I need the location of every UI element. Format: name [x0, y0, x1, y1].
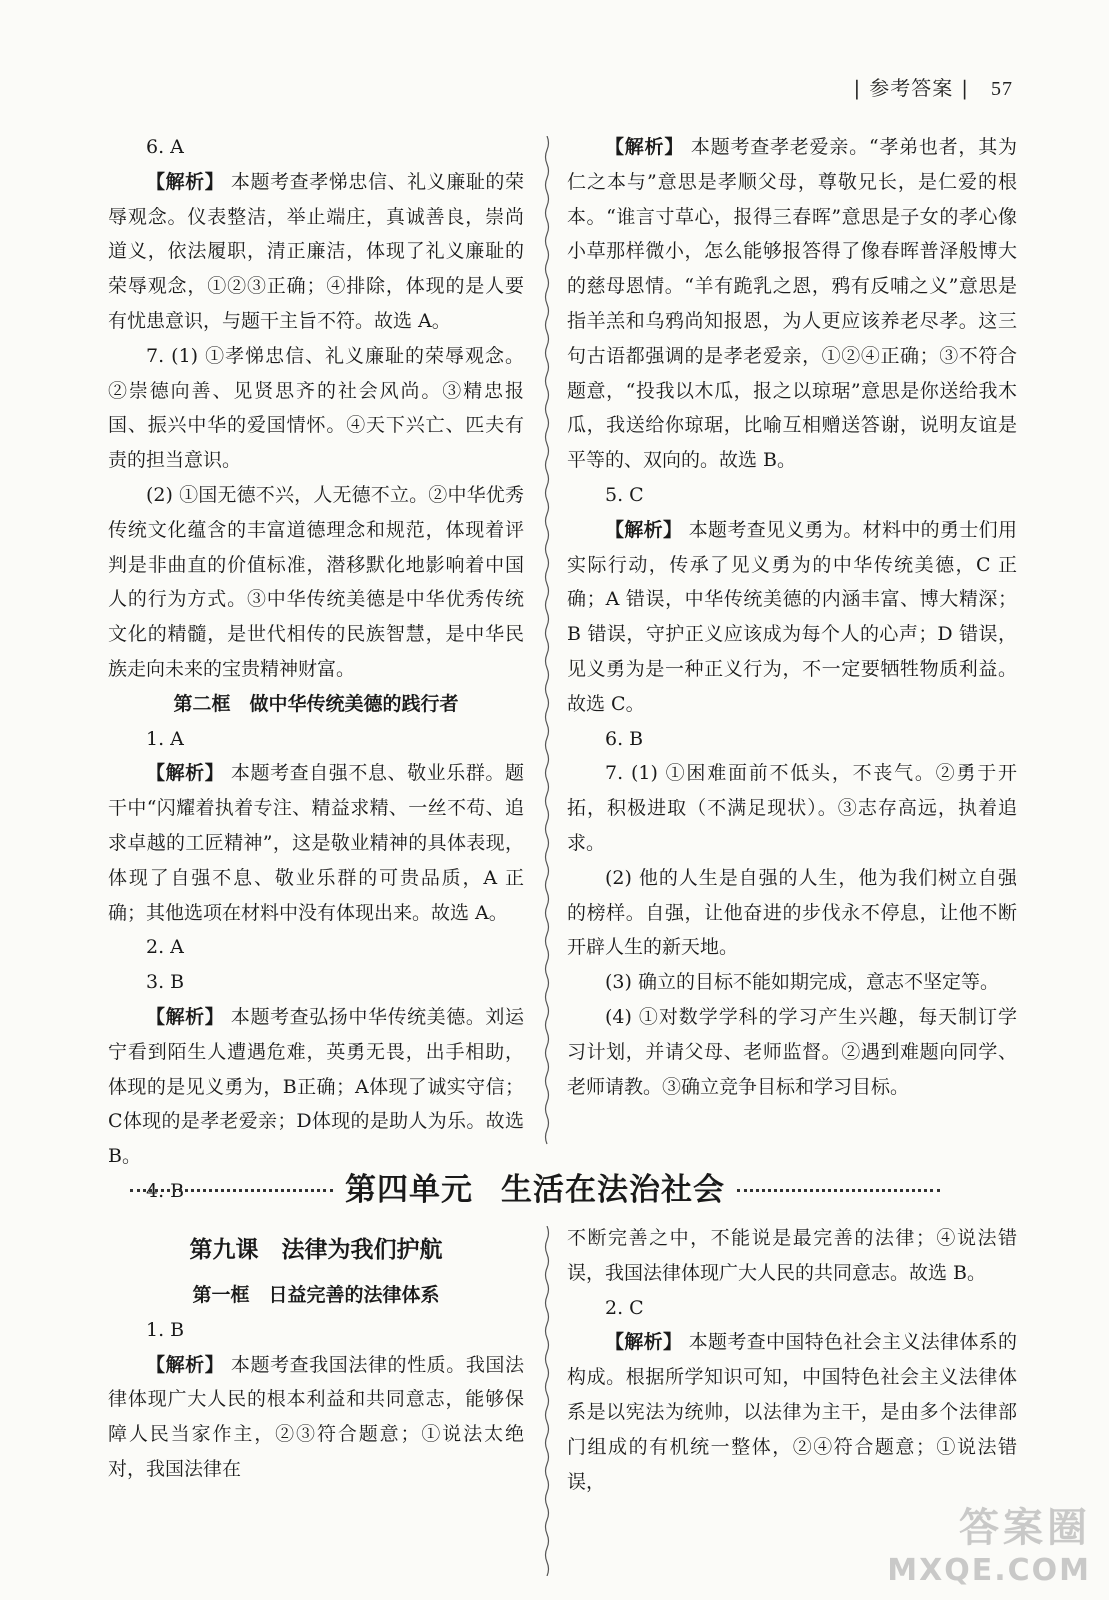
paragraph-text: 本题考查见义勇为。材料中的勇士们用实际行动，传承了见义勇为的中华传统美德，C 正确；A 错误，中华传统美德的内涵丰富、博大精深；B 错误，守护正义应该成为每个人的心声；D 错误，见义勇为是一种正义行为，不一定要牺牲物质利益。故选 C。	[567, 518, 1017, 715]
right-column-bottom	[567, 1221, 1017, 1499]
unit-name: 生活在法治社会	[501, 1172, 725, 1208]
paragraph-text: (3) 确立的目标不能如期完成，意志不坚定等。	[605, 971, 999, 994]
answer-item	[567, 722, 1017, 757]
analysis-paragraph	[108, 1348, 524, 1487]
paragraph-text: 6. A	[146, 136, 184, 158]
paragraph-text: (2) 他的人生是自强的人生，他为我们树立自强的榜样。自强，让他奋进的步伐永不停息，让他不断开辟人生的新天地。	[567, 866, 1017, 959]
analysis-paragraph	[108, 756, 524, 930]
analysis-paragraph	[108, 165, 524, 339]
analysis-label: 【解析】	[146, 762, 225, 785]
paragraph-text: 2. A	[146, 936, 184, 959]
answer-item	[108, 930, 524, 965]
unit-banner	[130, 1164, 940, 1209]
watermark-url: MXQE.COM	[887, 1553, 1091, 1588]
paragraph-text: 本题考查孝老爱亲。“孝弟也者，其为仁之本与”意思是孝顺父母，尊敬兄长，是仁爱的根本。“谁言寸草心，报得三春晖”意思是子女的孝心像小草那样微小，怎么能够报答得了像春晖普泽般博大的慈母恩情。“羊有跪乳之恩，鸦有反哺之义”意思是指羊羔和乌鸦尚知报恩，为人更应该养老尽孝。这三句古语都强调的是孝老爱亲，①②④正确；③不符合题意，“投我以木瓜，报之以琼琚”意思是你送给我木瓜，我送给你琼琚，比喻互相赠送答谢，说明友谊是平等的、双向的。故选 B。	[567, 136, 1017, 472]
paragraph-text: 4. B	[146, 1179, 185, 1202]
page-number: 57	[991, 78, 1013, 100]
column-divider-bottom	[543, 1226, 551, 1576]
watermark-logo-text: 答案圈	[959, 1505, 1091, 1551]
section-heading: 第一框 日益完善的法律体系	[192, 1284, 440, 1306]
paragraph-text: 2. C	[605, 1296, 644, 1319]
answer-item	[108, 1313, 524, 1348]
analysis-label: 【解析】	[146, 170, 225, 193]
answer-item	[567, 861, 1017, 965]
paragraph-text: 本题考查孝悌忠信、礼义廉耻的荣辱观念。仪表整洁，举止端庄，真诚善良，崇尚道义，依法履职，清正廉洁，体现了礼义廉耻的荣辱观念，①②③正确；④排除，体现的是人要有忧患意识，与题干主旨不符。故选 A。	[108, 170, 524, 332]
answer-item	[567, 965, 1017, 1000]
answer-item	[567, 756, 1017, 860]
paragraph-text: (4) ①对数学学科的学习产生兴趣，每天制订学习计划，并请父母、老师监督。②遇到难题向同学、老师请教。③确立竞争目标和学习目标。	[567, 1005, 1017, 1098]
answer-item	[108, 130, 524, 165]
paragraph-text: 本题考查我国法律的性质。我国法律体现广大人民的根本利益和共同意志，能够保障人民当家作主，②③符合题意；①说法太绝对，我国法律在	[108, 1353, 524, 1480]
continued-paragraph: 不断完善之中，不能说是最完善的法律；④说法错误，我国法律体现广大人民的共同意志。故选 B。	[567, 1227, 1017, 1284]
left-column-top	[108, 130, 524, 1209]
unit-title	[333, 1164, 737, 1209]
answer-item	[567, 478, 1017, 513]
paragraph-text: 本题考查弘扬中华传统美德。刘运宁看到陌生人遭遇危难，英勇无畏，出手相助，体现的是见义勇为，B正确；A体现了诚实守信；C体现的是孝老爱亲；D体现的是助人为乐。故选 B。	[108, 1005, 524, 1168]
section-heading: 第九课 法律为我们护航	[189, 1237, 443, 1263]
analysis-label: 【解析】	[146, 1353, 225, 1376]
paragraph-text: 1. A	[146, 727, 184, 750]
watermark	[887, 1496, 1091, 1588]
analysis-label: 【解析】	[605, 518, 683, 541]
banner-dots-right	[737, 1189, 940, 1192]
banner-dots-left	[130, 1189, 333, 1192]
analysis-paragraph	[567, 513, 1017, 722]
paragraph-text: 7. (1) ①困难面前不低头，不丧气。②勇于开拓，积极进取（不满足现状）。③志存高远，执着追求。	[567, 762, 1017, 854]
unit-number: 第四单元	[345, 1172, 473, 1208]
answer-item	[108, 722, 524, 757]
header-section-title: 参考答案	[869, 76, 954, 100]
answer-item	[108, 339, 524, 478]
analysis-paragraph	[567, 130, 1017, 478]
right-column-top	[567, 130, 1017, 1104]
analysis-label: 【解析】	[605, 1331, 683, 1354]
paragraph-text: 本题考查中国特色社会主义法律体系的构成。根据所学知识可知，中国特色社会主义法律体系是以宪法为统帅，以法律为主干，是由多个法律部门组成的有机统一整体，②④符合题意；①说法错误，	[567, 1331, 1017, 1493]
analysis-paragraph	[567, 1325, 1017, 1499]
answer-item	[108, 478, 524, 687]
left-column-bottom	[108, 1230, 524, 1487]
paragraph-text: (2) ①国无德不兴，人无德不立。②中华优秀传统文化蕴含的丰富道德理念和规范，体现着评判是非曲直的价值标准，潜移默化地影响着中国人的行为方式。③中华传统美德是中华优秀传统文化的精髓，是世代相传的民族智慧，是中华民族走向未来的宝贵精神财富。	[108, 483, 524, 680]
column-divider-top	[543, 136, 551, 1146]
paragraph-text: 7. (1) ①孝悌忠信、礼义廉耻的荣辱观念。②崇德向善、见贤思齐的社会风尚。③精忠报国、振兴中华的爱国情怀。④天下兴亡、匹夫有责的担当意识。	[108, 344, 524, 472]
paragraph-text: 1. B	[146, 1318, 185, 1341]
page-header: | 参考答案 | 57	[853, 76, 1013, 100]
answer-item	[567, 1000, 1017, 1104]
paragraph-text: 6. B	[605, 727, 644, 750]
paragraph-text: 本题考查自强不息、敬业乐群。题干中“闪耀着执着专注、精益求精、一丝不苟、追求卓越的工匠精神”，这是敬业精神的具体表现，体现了自强不息、敬业乐群的可贵品质，A 正确；其他选项在材料中没有体现出来。故选 A。	[108, 762, 524, 924]
answer-item	[108, 965, 524, 1000]
answer-item	[567, 1291, 1017, 1326]
section-heading: 第二框 做中华传统美德的践行者	[173, 692, 459, 715]
analysis-label: 【解析】	[605, 136, 685, 158]
analysis-label: 【解析】	[146, 1005, 225, 1028]
paragraph-text: 3. B	[146, 971, 185, 994]
analysis-paragraph	[108, 1000, 524, 1174]
paragraph-text: 5. C	[605, 483, 644, 506]
